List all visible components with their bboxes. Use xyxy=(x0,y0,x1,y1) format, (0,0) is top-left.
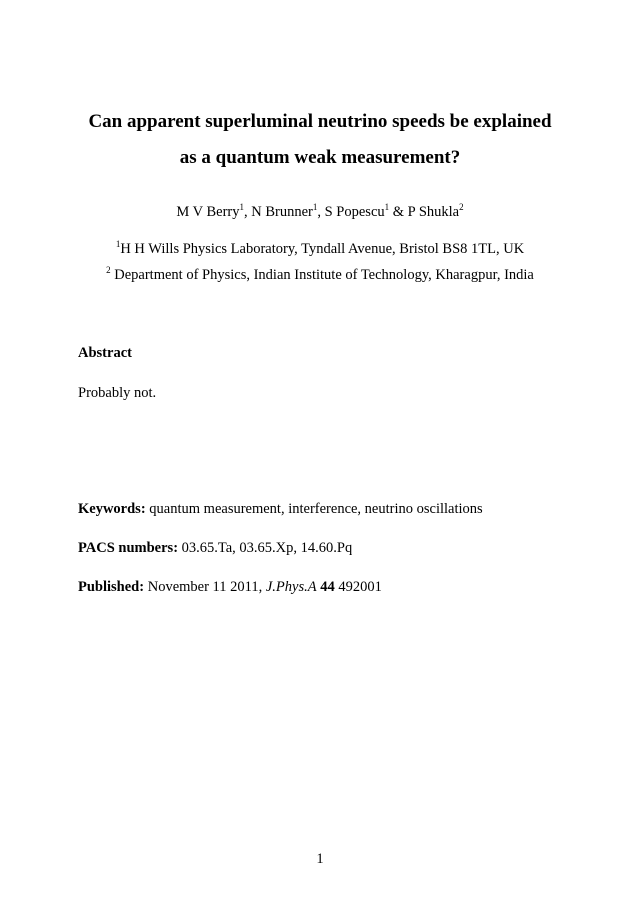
published-date: November 11 2011, xyxy=(144,579,266,595)
author-affiliation-mark: 1 xyxy=(239,202,244,213)
published-line xyxy=(78,580,598,595)
author-affiliation-mark: 2 xyxy=(459,202,464,213)
abstract-heading: Abstract xyxy=(78,345,132,361)
author-affiliation-mark: 1 xyxy=(312,202,318,213)
author-name: P Shukla xyxy=(407,204,460,220)
author-separator: , xyxy=(317,204,325,220)
affiliation-text: H H Wills Physics Laboratory, Tyndall Avenue, Bristol BS8 1TL, UK xyxy=(120,241,525,257)
affiliation-mark: 2 xyxy=(106,265,111,276)
journal-volume: 44 xyxy=(320,579,335,595)
journal-name: J.Phys.A xyxy=(265,579,317,595)
affiliation-2 xyxy=(40,265,600,283)
affiliation-text: Department of Physics, Indian Institute of Technology, Kharagpur, India xyxy=(110,267,534,283)
author-affiliation-mark: 1 xyxy=(384,202,390,213)
title-line-2: as a quantum weak measurement? xyxy=(179,147,461,168)
affiliation-mark: 1 xyxy=(115,239,121,250)
pacs-label: PACS numbers: xyxy=(78,540,179,556)
published-label: Published: xyxy=(78,579,145,595)
affiliation-1 xyxy=(40,239,600,257)
author-name: M V Berry xyxy=(176,204,240,220)
keywords-label: Keywords: xyxy=(78,501,146,517)
author-separator: & xyxy=(389,204,408,220)
pacs-text: 03.65.Ta, 03.65.Xp, 14.60.Pq xyxy=(178,540,353,556)
author-separator: , xyxy=(243,204,252,220)
author-list xyxy=(40,202,600,220)
article-number: 492001 xyxy=(334,579,382,595)
author-name: S Popescu xyxy=(324,204,385,220)
keywords-text: quantum measurement, interference, neutrino oscillations xyxy=(145,501,483,517)
pacs-line xyxy=(78,541,598,556)
keywords-line xyxy=(78,502,598,517)
page-number: 1 xyxy=(316,851,324,867)
author-name: N Brunner xyxy=(251,204,313,220)
title-line-1: Can apparent superluminal neutrino speeds be explained xyxy=(88,111,552,132)
abstract-text: Probably not. xyxy=(78,385,157,401)
